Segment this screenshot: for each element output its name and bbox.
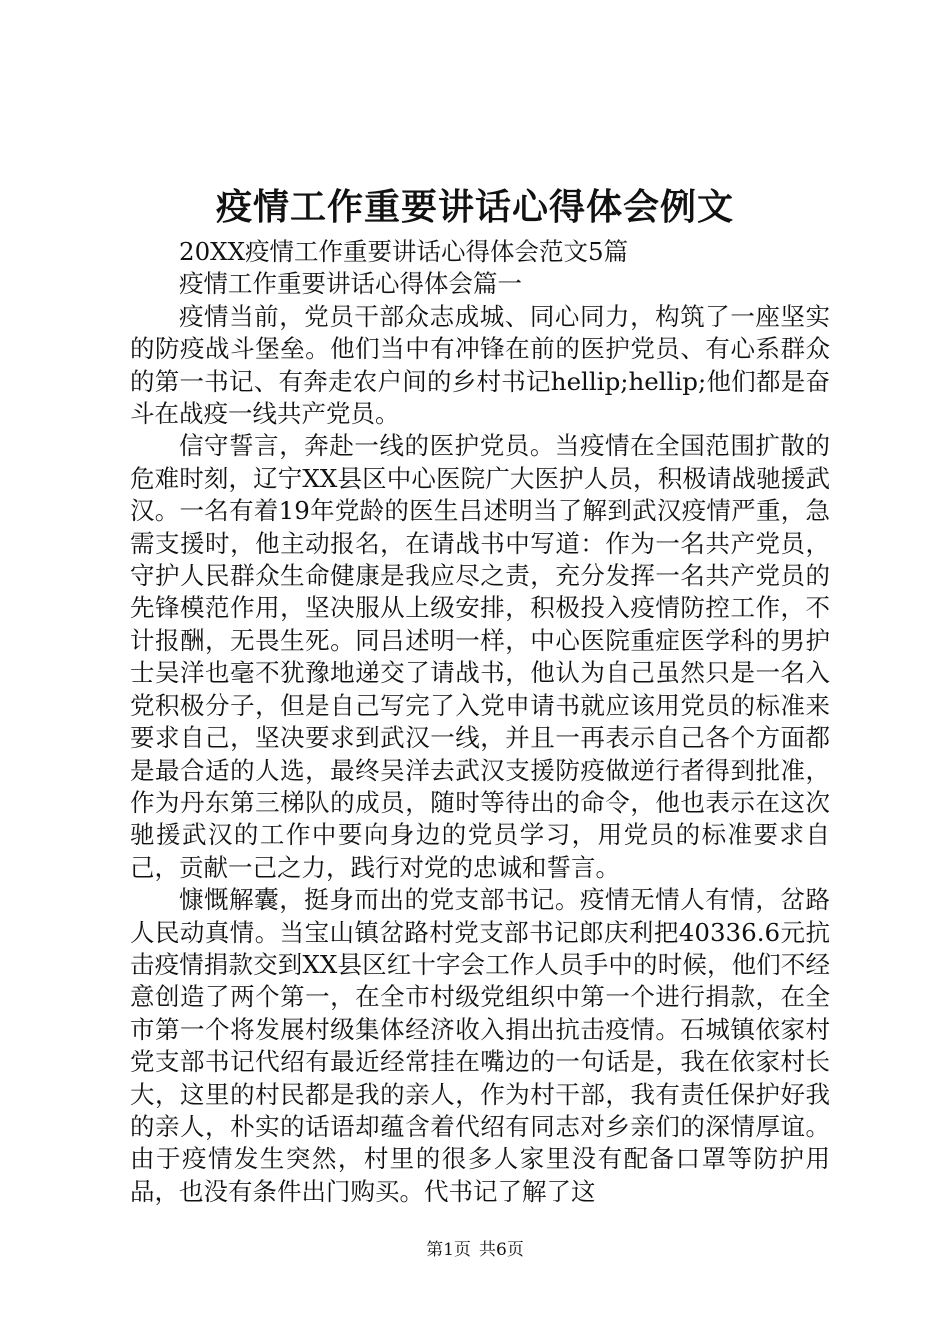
paragraph-medical-party-members: 信守誓言，奔赴一线的医护党员。当疫情在全国范围扩散的危难时刻，辽宁XX县区中心医院广大医护人员，积极请战驰援武汉。一名有着19年党龄的医生吕述明当了解到武汉疫情严重，急需支援时，他主动报名，在请战书中写道：作为一名共产党员，守护人民群众生命健康是我应尽之责，充分发挥一名共产党员的先锋模范作用，坚决服从上级安排，积极投入疫情防控工作，不计报酬，无畏生死。同吕述明一样，中心医院重症医学科的男护士吴洋也毫不犹豫地递交了请战书，他认为自己虽然只是一名入党积极分子，但是自己写完了入党申请书就应该用党员的标准来要求自己，坚决要求到武汉一线，并且一再表示自己各个方面都是最合适的人选，最终吴洋去武汉支援防疫做逆行者得到批准，作为丹东第三梯队的成员，随时等待出的命令，他也表示在这次驰援武汉的工作中要向身边的党员学习，用党员的标准要求自己，贡献一己之力，践行对党的忠诚和誓言。 <box>130 431 830 882</box>
page-total: 共6页 <box>479 1240 524 1260</box>
document-subtitle: 20XX疫情工作重要讲话心得体会范文5篇 <box>179 237 629 266</box>
paragraph-party-branch-secretaries: 慷慨解囊，挺身而出的党支部书记。疫情无情人有情，岔路人民动真情。当宝山镇岔路村党支部书记郎庆利把40336.6元抗击疫情捐款交到XX县区红十字会工作人员手中的时候，他们不经意创造了两个第一，在全市村级党组织中第一个进行捐款，在全市第一个将发展村级集体经济收入捐出抗击疫情。石城镇依家村党支部书记代绍有最近经常挂在嘴边的一句话是，我在依家村长大，这里的村民都是我的亲人，作为村干部，我有责任保护好我的亲人，朴实的话语却蕴含着代绍有同志对乡亲们的深情厚谊。由于疫情发生突然，村里的很多人家里没有配备口罩等防护用品，也没有条件出门购买。代书记了解了这 <box>130 885 830 1206</box>
document-title: 疫情工作重要讲话心得体会例文 <box>215 187 734 228</box>
page-footer <box>0 1238 950 1262</box>
document-body <box>130 236 830 1208</box>
page-number: 第1页 <box>426 1240 471 1260</box>
section-heading: 疫情工作重要讲话心得体会篇一 <box>179 269 522 299</box>
paragraph-intro: 疫情当前，党员干部众志成城、同心同力，构筑了一座坚实的防疫战斗堡垒。他们当中有冲锋在前的医护党员、有心系群众的第一书记、有奔走农户间的乡村书记hellip;hellip;他们都是奋斗在战疫一线共产党员。 <box>130 301 830 429</box>
